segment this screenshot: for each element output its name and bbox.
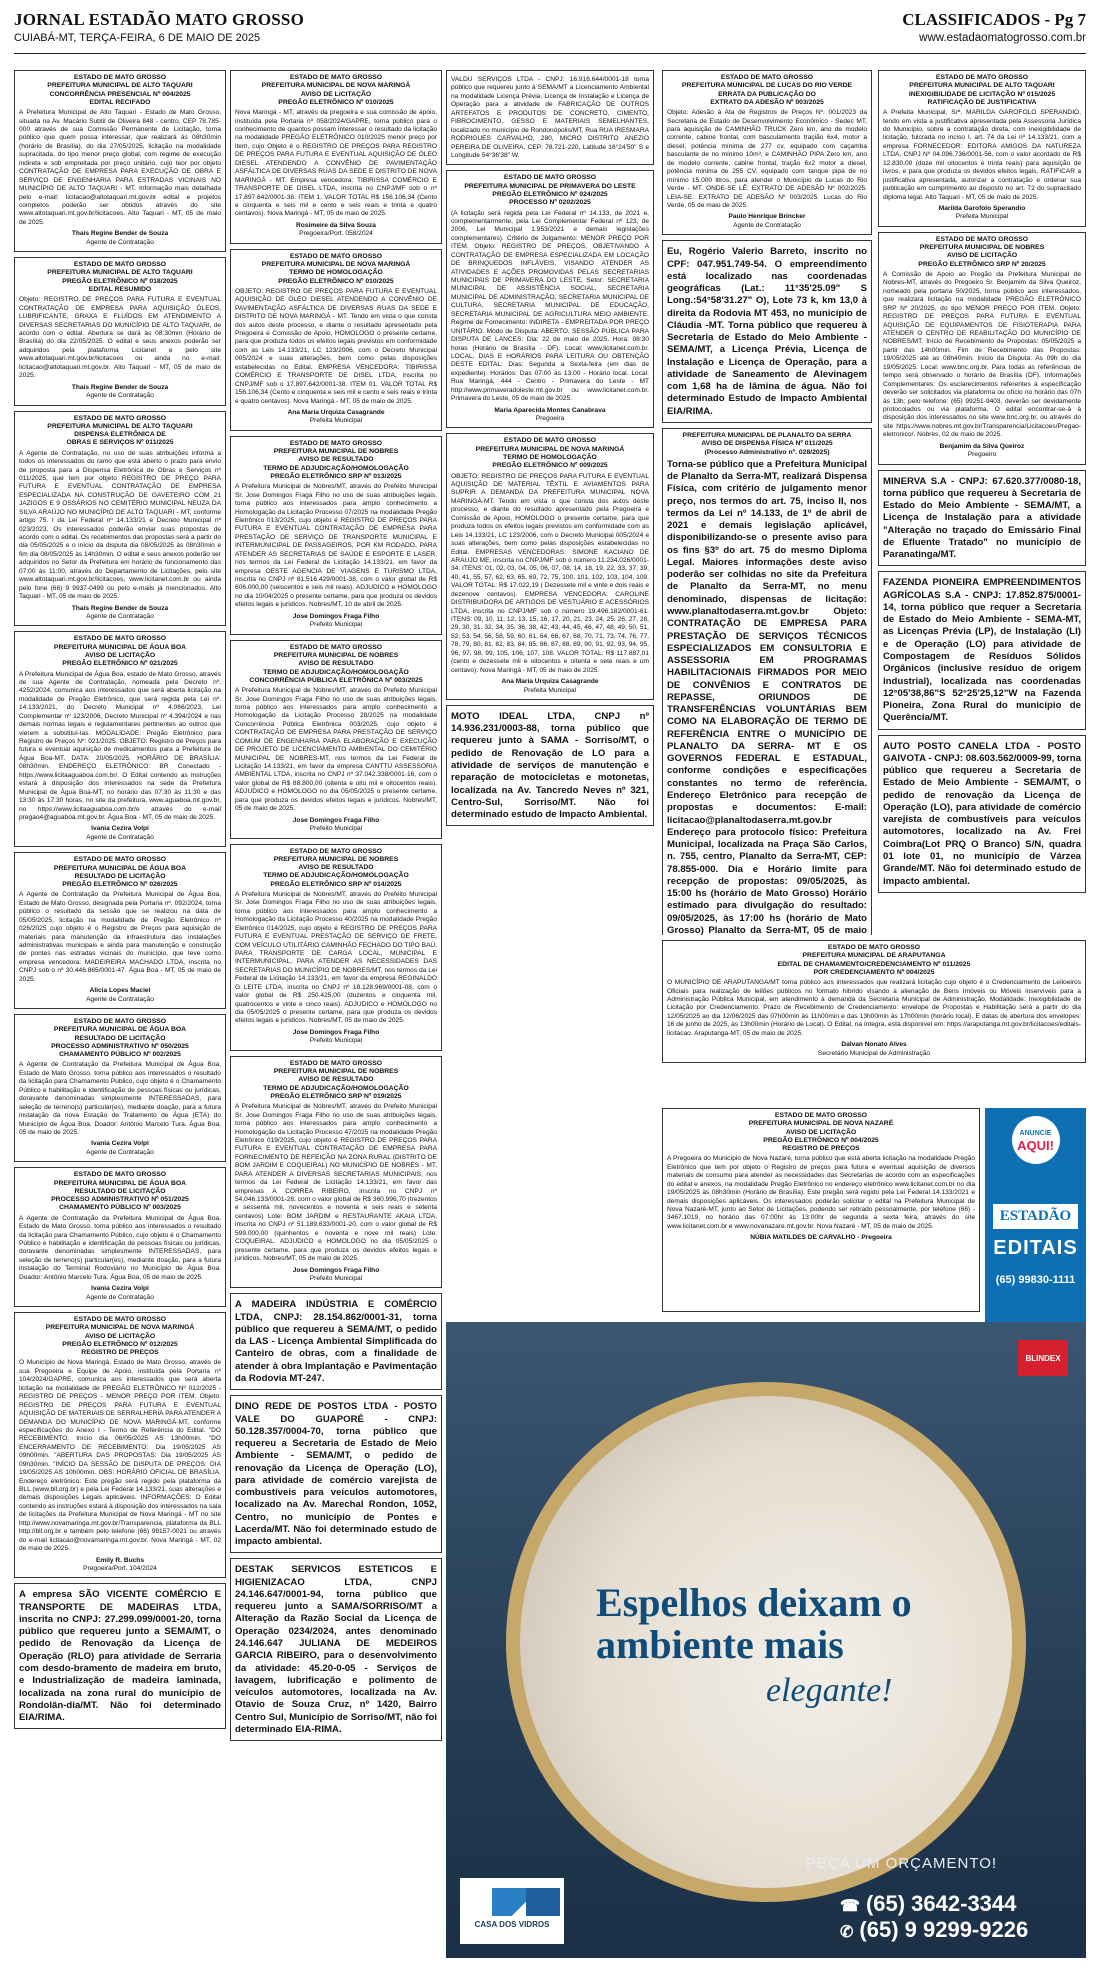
- legal-notice: [14, 1583, 226, 1729]
- whatsapp-icon: ✆: [840, 1923, 854, 1941]
- notice-body: Objeto: REGISTRO DE PREÇOS PARA FUTURA E EVENTUAL CONTRATAÇÃO DE EMPRESA PARA AQUISIÇÃO ÓLEOS, LUBRIFICANTE, GRAXA E FLUÍDOS EM ATENDIMENTO A DIVERSAS SECRETARIAS DO MUNICÍPIO DE ALTO TAQUARI, de acordo com o edital. Abertura se dará às 08:30min (Horário de Brasília) do dia 22/05/2025. O edital e seus anexos poderão ser adquiridos pela plataforma Licitanet e pelo site www.altotaquari.mt.gov.br/licitacoes ou ainda no e-mail: licitacao@altotaquari.mt.gov.br. Alto Taquari - MT, 05 de maio de 2025.: [19, 296, 221, 380]
- notice-body: O Município de Nova Maringá, Estado de Mato Grosso, através de sua Pregoeira e Equipe de Apoio, instituída pela Portaria nº 104/2024/GAPRE, comunica aos interessados que será aberta licitação na modalidade de PREGÃO ELETRÔNICO Nº 012/2025 - REGISTRO DE PREÇOS - MENOR PREÇO POR ITEM. Objeto: REGISTRO DE PREÇOS PARA FUTURA E EVENTUAL AQUISIÇÃO DE MATERIAIS DE SERRALHERIA PARA ATENDER A DEMANDA DO MUNICÍPIO DE NOVA MARINGÁ-MT, conforme especificações do Anexo I - Termo de Referência do Edital. "DO RECEBIMENTO: Início dia 06/05/2025 AS 13h00min. "DO ENCERRAMENTO DE RECEBIMENTO: Dia 19/05/2025 AS 09h00min. "ABERTURA DAS PROPOSTAS: Dia 19/05/2025 AS 09h30min. "INÍCIO DA SESSÃO DE DISPUTA DE PREÇOS: DIA 19/05/2025 AS 10h00min. OBS: HORÁRIO OFICIAL DE BRASÍLIA. Endereço eletrônico: Este pregão será regido pela plataforma da BLL (www.bll.org.br) e pela Lei Federal 14.133/21, suas alterações e demais disposições Legais aplicáveis. INFORMAÇÕES: O Edital contendo as instruções estará à disposição dos interessados na sala de licitações da Prefeitura Municipal de Nova Maringá - MT no site http://www.novamaringa.mt.gov.br/Transparencia, plataforma da BLL http://bll.org.br e também pelo telefone (66) 98157-0021 ou através do e-mail licitacao@novamaringa.mt.gov.br. Nova Maringá - MT, 02 de maio de 2025.: [19, 1359, 221, 1553]
- column-1: [14, 70, 226, 1965]
- mirror-advertisement[interactable]: [446, 1322, 1086, 1958]
- notice-heading: ESTADO DE MATO GROSSO PREFEITURA MUNICIPAL DE NOBRES AVISO DE LICITAÇÃO PREGÃO ELETRÔNICO SRP Nº 20/2025: [918, 235, 1046, 268]
- notice-body: A Prefeita Municipal, Srª. MARILDA GAROFOLO SPERANDIO, tendo em vista a justificativa apresentada pela Assessoria Jurídica do Município, sobre a contratação direta, com inexigibilidade de licitação, fulcrada no inciso I, art. 74 da Lei nº 14.133/21, com a empresa FORNECEDOR: EDITORA AMIGOS DA NATUREZA LTDA, CNPJ Nº 04.096.736/0001-56, com o valor acordado de R$ 12.830,00 (doze mil oitocentos e trinta reais) para aquisição de livros, e para que produza os devidos efeitos legais, RATIFICAR a justificativa apresentada, autorizar a contratação e ordenar sua publicação em cumprimento ao disposto no art. 72 do supracitado diploma legal. Alto Taquari - MT, 05 de maio de 2025.: [883, 109, 1081, 201]
- notice-heading: PREFEITURA MUNICIPAL DE PLANALTO DA SERRA AVISO DE DISPENSA FÍSICA Nº 011/2025 (Processo Administrativo nº. 028/2025): [682, 431, 852, 456]
- legal-notice: [878, 571, 1086, 729]
- signatory-role: Prefeita Municipal: [523, 686, 577, 694]
- notice-body: A Agente de Contratação, no uso de suas atribuições informa a todos os interessados do ramo que está aberto o prazo para envio de proposta para a Dispensa Eletrônica de Obras e Serviços nº 011/2025, que tem por objeto REGISTRO DE PREÇO PARA FUTURA E EVENTUAL CONTRATAÇÃO DE EMPRESA ESPECIALIZADA NA CONSTRUÇÃO DE GAVETEIRO COM 21 JAZIGOS E 9 OSSÁRIOS NO CEMITÉRIO MUNICIPAL NEUZA DA SILVA ARAÚJO NO MUNICÍPIO DE ALTO TAQUARI - MT, conforme artigo 75. I da Lei Federal nº 14.133/21 e Decreto Municipal nº 023/2023. Os interessados poderão enviar suas propostas de acordo com o edital. Os recebimentos das propostas será a partir do dia 05/05/2025 e o início da disputa dia 08/05/2025 às 08h30min e fim dia 08/05/2025 às 14h30min. O edital e seus anexos poderão ser adquiridos no Setor da Prefeitura em horário de funcionamento das 07:00 às 11:00, através do Departamento de Licitações, pelo site www.altotaquari.mt.gov.br/licitacoes, www.licitanet.com.br ou ainda pelo fone (66) 9 9937-0499 ou pelo e-mails já mencionados. Alto Taquari - MT, 05 de maio de 2025.: [19, 449, 221, 601]
- legal-notice: [878, 470, 1086, 567]
- signatory-role: Agente de Contratação: [86, 995, 154, 1003]
- advertise-bubble-main: AQUI!: [1017, 1138, 1054, 1153]
- notice-heading: ESTADO DE MATO GROSSO PREFEITURA MUNICIPAL DE ALTO TAQUARI DISPENSA ELETRÔNICA DE OBRAS E SERVIÇOS Nº 011/2025: [47, 414, 193, 447]
- legal-notice: [230, 70, 442, 244]
- notice-signature: [235, 613, 437, 630]
- advertise-bubble: [1012, 1116, 1060, 1164]
- signatory-role: Agente de Contratação: [86, 392, 154, 400]
- notice-body: (A licitação será regida pela Lei Federal nº 14.133, de 2021 e, complementarmente, pela Lei Complementar Federal nº 123, de 2006, Lei Municipal 1.953/2021 e demais legislações complementares). Critério de Julgamento: MENOR PREÇO POR ITEM. Objeto: REGISTRO DE PREÇOS, OBJETIVANDO A CONTRATAÇÃO DE EMPRESA ESPECIALIZADA EM LOCAÇÃO DE BRINQUEDOS INFLÁVEIS, VISANDO ATENDER AS ATIVIDADES E AÇÕES PROMOVIDAS PELAS SECRETARIAS MUNICIPAIS DE PRIMAVERA DO LESTE, Setor: SECRETARIA MUNICIPAL DE ASSISTÊNCIA SOCIAL, SECRETARIA MUNICIPAL DE ADMINISTRAÇÃO, SECRETARIA MUNICIPAL DE CULTURA, SECRETARIA MUNICIPAL DE EDUCAÇÃO, SECRETARIA MUNICIPAL DE AGRICULTURA MEIO AMBIENTE. Regime de Fornecimento: INDIRETA - EMPREITADA POR PREÇO UNITÁRIO. Modo de Disputa: ABERTO. SESSÃO PÚBLICA PARA DISPUTA DE LANCES: Dia: 22 de maio de 2025. Hora: 08:30 horas (Horário de Brasília - DF). Local: www.licitanet.com.br. LOCAL, DIAS E HORÁRIOS PARA LEITURA OU OBTENÇÃO DESTE EDITAL: Dias: Segunda a Sexta-feira (em dias de expediente). Horários: Das 07:00 às 13:00 - Horário local. Local: Rua Maringá, 444 - Centro - Primavera do Leste - MT http://www.primaveradoleste.mt.gov.br ou www.licitanet.com.br. Primavera do Leste, 05 de maio de 2025.: [451, 209, 649, 403]
- logo-text: CASA DOS VIDROS: [474, 1920, 550, 1929]
- phone-icon: ☎: [840, 1898, 860, 1916]
- legal-notice: [878, 735, 1086, 893]
- wide-legal-notice: [662, 940, 1086, 1063]
- notice-heading: ESTADO DE MATO GROSSO PREFEITURA MUNICIPAL DE NOBRES AVISO DE RESULTADO TERMO DE ADJUDICAÇÃO/HOMOLOGAÇÃO PREGÃO ELETRÔNICO SRP Nº 019/2025: [263, 1059, 409, 1100]
- notice-heading: ESTADO DE MATO GROSSO PREFEITURA MUNICIPAL DE LUCAS DO RIO VERDE ERRATA DA PUBLICAÇÃO DO EXTRATO DA ADESÃO Nº 003/2025: [681, 74, 853, 106]
- legal-notice: [230, 436, 442, 635]
- advertise-here-ad[interactable]: [985, 1108, 1086, 1338]
- notice-signature: [235, 1029, 437, 1046]
- notice-signature: [19, 1285, 221, 1302]
- signatory-role: Prefeito Municipal: [309, 1274, 363, 1282]
- signatory-name: Jose Domingos Fraga Filho: [292, 612, 380, 620]
- signatory-name: Paulo Henrique Brincker: [728, 213, 806, 221]
- signatory-name: Jose Domingos Fraga Filho: [292, 1266, 380, 1274]
- signatory-role: Agente de Contratação: [86, 1148, 154, 1156]
- signatory-role: Agente de Contratação: [86, 833, 154, 841]
- notice-body: OBJETO: REGISTRO DE PREÇOS PARA FUTURA E EVENTUAL AQUISIÇÃO DE MATERIAL TÊXTIL E AVIAMENTOS PARA SUPRIR A DEMANDA DA PREFEITURA MUNICIPAL NOVA MARINGÁ-MT. Tendo em vista o que consta dos autos deste processo, e diante do resultado apresentado pela Pregoeira e Comissão de Apoio, HOMOLOGO o presente certame, para que produza todos os efeitos legais previstos em conformidade com as Leis 14.133/21, LC 123/2006, com o Decreto Municipal 005/2024 e suas alterações, bem como pelas disposições estabelecidas no Edital. EMPRESAS VENCEDORAS: SIMONE KACIANO DE ARAUJO ME, inscrita no CNPJ/MF sob o número 11.234.026/0001-34. ITENS: 01, 02, 03, 04, 05, 06, 07, 08, 14, 18, 19, 22, 33, 37, 39, 40, 41, 55, 57, 62, 63, 65, 69, 72, 75, 100, 101, 102, 103, 104, 109. VALOR TOTAL: R$ 17.022,19 ( Dezessete mil e vinte e dois reais e dezenove centavos). EMPRESA VENCEDORA: CAROLINE DISTRIBUIDORA DE ARTIGOS DE VESTUÁRIO E ACESSÓRIOS LTDA, inscrita no CNPJ/MF sob o número 19.496.182/0001-61. ITENS: 09, 10, 11, 12, 13, 15, 16, 17, 20, 21, 23, 24, 25, 26, 27, 28, 29, 30, 31, 32, 34, 35, 36, 38, 42, 43, 44, 45, 46, 47, 48, 49, 50, 51, 52, 53, 54, 56, 58, 59, 60, 61, 64, 66, 67, 68, 70, 71, 73, 74, 76, 77, 78, 79, 80, 81, 82, 83, 84, 85, 86, 87, 88, 89, 90, 91, 92, 93, 94, 95, 96, 97, 98, 99, 105, 106, 107, 108. VALOR TOTAL: R$ 117.887,01 (cento e dezessete mil e oitocentos e oitenta e sete reais e um centavo). Nova Maringá - MT, 05 de maio de 2025.: [451, 472, 649, 674]
- signatory-role: Secretário Municipal de Administração: [817, 1049, 931, 1057]
- notice-body: O MUNICÍPIO DE ARAPUTANGA/MT torna público aos interessados que realizará licitação cujo objeto é o Credenciamento de Leiloeiros Oficiais para realização de leilões públicos no formato híbrido visando a alienação de Bens Imóveis ou Móveis inservíveis para a Administração Pública Municipal, em atendimento à demanda da Secretaria Municipal de Administração. Modalidade: Inexigibilidade de Licitação por Credenciamento. Prazo de Recebimento de Credenciamento: envelope de Propostas e Habilitação será a partir do dia 12/05/2025 ao dia 12/06/2025 das 07h00min às 11h00min e das 13h00min às 17h00min (horário local). E datas de abertura dos envelopes: 16 de junho de 2025, às 13h00min (Horário de Local). O Edital, na íntegra, está disponível em: https://araputanga.mt.gov.br/licitacoes/editais-licitacao. Araputanga-MT, 05 de maio de 2025.: [667, 979, 1081, 1037]
- notice-body: OBJETO: REGISTRO DE PREÇOS PARA FUTURA E EVENTUAL AQUISIÇÃO DE ÓLEO DIESEL ATENDENDO A CONVÊNIO DE PAVIMENTAÇÃO ASFÁLTICA DE DIVERSAS RUAS DA SEDE E DISTRITO DE NOVA MARINGÁ - MT. Tendo em vista o que consta dos autos deste processo, e diante o resultado apresentado pela Pregoeira e Comissão de Apoio, HOMOLOGO o presente certame, para que produza todos os efeitos legais previstos em conformidade com as Leis 14.133/21, LC 123/2006, com o Decreto Municipal 005/2024 e suas alterações, bem como pelas disposições estabelecidas no Edital. EMPRESA VENCEDORA: TIBIRISSA COMÉRCIO E TRANSPORTE DE DISEL LTDA, inscrita no CNPJ/MF sob o 17.897.642/0001-38. ITEM 01. VALOR TOTAL R$ 156.106,34 (Cento e cinquenta e seis mil e cento e seis reais e trinta e quatro centavos). Nova Maringá - MT, 05 de maio de 2025.: [235, 287, 437, 405]
- notice-signature: [235, 817, 437, 834]
- column-5: [878, 70, 1086, 935]
- newspaper-title: JORNAL ESTADÃO MATO GROSSO: [14, 10, 304, 29]
- ad-script-tagline: elegante!: [766, 1672, 893, 1709]
- signatory-role: Prefeita Municipal: [309, 417, 363, 425]
- column-4: [662, 70, 872, 935]
- signatory-name: Dalvan Nonato Alves: [841, 1041, 907, 1049]
- legal-notice: [14, 631, 226, 847]
- advertise-bubble-top: ANUNCIE: [1019, 1130, 1052, 1137]
- notice-body: A Prefeitura Municipal de Nobres/MT, através do Prefeito Municipal Sr. Jose Domingos Fraga Filho no uso de suas atribuições legais, torna público aos interessados para amplo conhecimento a Homologação da Licitação Processo 28/2025 na modalidade Concorrência Pública Eletrônica 003/2025, cujo objeto é CONTRATAÇÃO DE EMPRESA PARA PRESTAÇÃO DE SERVIÇO COMUM DE ENGENHARIA PARA ELABORAÇÃO E EXECUÇÃO DE PROJETO DE LICENCIAMENTO AMBIENTAL DO CEMITÉRIO MUNICIPAL DE NOBRES-MT, nos termos da Lei Federal de Licitação 14.133/21, em favor da empresa CANTTU ASSESSORIA AMBIENTAL LTDA, inscrita no CNPJ nº 37.042.338/0001-16, com o valor global de R$ 88.800,00 (oitenta e oito mil e oitocentos reais). ADJUDICO e HOMOLOGO no dia 05/05/2025 o presente certame, para que produza os devidos efeitos legais e jurídicos. Nobres/MT, 05 de maio de 2025.: [235, 687, 437, 813]
- notice-signature: [235, 409, 437, 426]
- notice-heading: ESTADO DE MATO GROSSO PREFEITURA MUNICIPAL DE ALTO TAQUARI CONCORRÊNCIA PRESENCIAL Nº 004/2025 EDITAL RECIFADO: [47, 74, 193, 106]
- legal-notice: [14, 1312, 226, 1578]
- signatory-name: Ivania Cezira Volpi: [91, 825, 149, 833]
- legal-notice: [14, 411, 226, 627]
- notice-heading: ESTADO DE MATO GROSSO PREFEITURA MUNICIPAL DE NOVA MARINGÁ TERMO DE HOMOLOGAÇÃO PREGÃO ELETRÔNICO Nº 010/2025: [261, 252, 411, 285]
- signatory-name: Rosimeire da Silva Souza: [296, 221, 376, 229]
- notice-signature: [19, 987, 221, 1004]
- signatory-name: Thaís Regine Bender de Souza: [71, 604, 169, 612]
- notice-body: DINO REDE DE POSTOS LTDA - POSTO VALE DO GUAPORÉ - CNPJ: 50.128.357/0004-70, torna público que requereu a Secretaria de Estado de Meio Ambiente - SEMA/MT, o pedido de renovação da Licença de Operação (LO), para atividade de comércio varejista de combustíveis para veículos automotores, localizado na Av. Marechal Rondon, 1052, Centro, no município de Pontes e Lacerda/MT. Não foi determinado estudo de impacto ambiental.: [235, 1401, 437, 1548]
- notice-heading: ESTADO DE MATO GROSSO PREFEITURA MUNICIPAL DE ÁGUA BOA AVISO DE LICITAÇÃO PREGÃO ELETRÔNICO Nº 021/2025: [53, 635, 187, 668]
- legal-notice: [446, 70, 654, 165]
- notice-heading: ESTADO DE MATO GROSSO PREFEITURA MUNICIPAL DE ARAPUTANGA EDITAL DE CHAMAMENTO/CREDENCIAMENTO Nº 011/2025 POR CREDENCIAMENTO Nº 004/2025: [777, 944, 971, 976]
- brand-logo: ESTADÃO: [993, 1204, 1078, 1229]
- editais-label: EDITAIS: [993, 1237, 1078, 1259]
- edition-date: CUIABÁ-MT, TERÇA-FEIRA, 6 DE MAIO DE 2025: [14, 32, 261, 44]
- signatory-name: Ana Maria Urquiza Casagrande: [287, 408, 385, 416]
- notice-body: Torna-se público que a Prefeitura Municipal de Planalto da Serra-MT, realizará Dispensa Física, com critério de julgamento menor preço, nos termos do art. 75, inciso II, nos termos da Lei nº 14.133, de 1º de abril de 2021 e demais legislação aplicável, disponibilizando-se o presente aviso para os fins §3º do art. 75 do mesmo Diploma Legal. Maiores informações deste aviso poderão ser colhidas no site da Prefeitura de Planalto da Serra-MT, no menu denominado, dispensas de licitação: www.planaltodaserra.mt.gov.br Objeto: CONTRATAÇÃO DE EMPRESA PARA PRESTAÇÃO DE SERVIÇOS TÉCNICOS ESPECIALIZADOS EM CONSULTORIA E ASSESSORIA EM PROGRAMAS HABILITACIONAIS FIRMADOS POR MEIO DE CONVÊNIOS E CONTRATOS DE REPASSE, ORIUNDOS DE TRANSFERÊNCIAS VOLUNTÁRIAS BEM COMO NA ELABORAÇÃO DE TERMO DE REFERÊNCIA ENTRE O MUNICÍPIO DE PLANALTO DA SERRA- MT E OS GOVERNOS FEDERAL E ESTADUAL, conforme condições e especificações constantes no termo de referência. Endereço Eletrônico para recepção de propostas e documentos: E-mail: licitacao@planaltodaserra.mt.gov.br Endereço para protocolo físico: Prefeitura Municipal, localizada na Praça São Carlos, n. 755, centro, Planalto da Serra-MT, CEP: 78.855-000. Dia e Horário limite para recepção de propostas: 09/05/2025, às 15:00 hs (horário de Mato Grosso) Horário estimado para divulgação do resultado: 09/05/2025, às 17:00 hs (horário de Mato Grosso) Planalto da Serra-MT, 05 de maio: [667, 458, 867, 935]
- notice-signature: [19, 1557, 221, 1574]
- notice-body: A Prefeitura Municipal de Nobres/MT, através do Prefeito Municipal Sr. Jose Domingos Fraga Filho no uso de suas atribuições legais, torna público aos interessados para amplo conhecimento a Homologação da Licitação Processo 07/2025 na modalidade Pregão Eletrônico 013/2025, cujo objeto é REGISTRO DE PREÇOS PARA FUTURA E EVENTUAL CONTRATAÇÃO DE EMPRESA PARA PRESTAÇÃO DE SERVIÇO DE TRANSPORTE MUNICIPAL E INTERMUNICIPAL DE PASSAGEIROS, POR KM RODADO, PARA ATENDER AS SECRETARIAS DE SAÚDE E ESPORTE E LASER, nos termos da Lei Federal de Licitação 14.133/21, em favor da empresa OESTE AGENCIA DE VIAGENS E TURISMO LTDA, inscrita no CNPJ nº 81.516.429/0001-38, com o valor global de R$ 606.000,00 (seiscentos e seis mil reais). ADJUDICO e HOMOLOGO no dia 10/04/2025 o presente certame, para que produza os devidos efeitos legais e jurídicos. Nobres/MT, 10 de abril de 2025.: [235, 483, 437, 609]
- notice-heading: ESTADO DE MATO GROSSO PREFEITURA MUNICIPAL DE ÁGUA BOA RESULTADO DE LICITAÇÃO PREGÃO ELETRÔNICO Nº 026/2025: [53, 856, 187, 889]
- notice-heading: ESTADO DE MATO GROSSO PREFEITURA MUNICIPAL DE PRIMAVERA DO LESTE PREGÃO ELETRÔNICO Nº 024/2025 PROCESSO Nº 0202/2025: [464, 174, 636, 207]
- notice-body: A Pregoeira do Município de Nova Nazaré, torna público que está aberta licitação na modalidade Pregão Eletrônico que tem por objeto o Registro de preços para futura e eventual aquisição de diversos materiais de consumo para atender as necessidades das Secretarias de acordo com as especificações do edital e anexos, na modalidade Pregão Eletrônico no endereço eletrônico www.licitanet.com.br no dia 19/05/2025 às 08h30min (Horário de Brasília). Este pregão será regido pela Lei Federal 14.133/2021 e demais disposições aplicáveis. Os interessados poderão solicitar o edital na Prefeitura Municipal de Nova Nazaré-MT, junto ao Setor de Licitações, podendo ser retirado pessoalmente, por telefone (66) - 3467.1019, no horário das 07:00hr às 13:00hr de segunda a sexta feira, através do site www.licitanet.com.br e www.novanazare.mt.gov.br. Nova Nazaré - MT, 05 de maio de 2025.: [667, 1155, 975, 1230]
- signatory-role: Agente de Contratação: [86, 612, 154, 620]
- notice-signature: [19, 605, 221, 622]
- legal-notice: [230, 844, 442, 1051]
- column-2: [230, 70, 442, 1965]
- signatory-role: Pregoeira/Port. 058/2024: [299, 230, 373, 238]
- ad-phone-1: ☎ (65) 3642-3344: [840, 1891, 1017, 1917]
- signatory-role: Prefeito Municipal: [309, 825, 363, 833]
- signatory-name: Ana Maria Urquiza Casagrande: [501, 678, 599, 686]
- ad-cta: PEÇA UM ORÇAMENTO!: [806, 1855, 998, 1872]
- notice-body: A MADEIRA INDÚSTRIA E COMÉRCIO LTDA, CNPJ: 28.154.862/0001-31, torna público que requereu à SEMA/MT, o pedido da LAS - Licença Ambiental Simplificada do Canteiro de obras, com a finalidade de atender à obra Implantação e Pavimentação da Rodovia MT-247.: [235, 1299, 437, 1384]
- legal-notice: [878, 232, 1086, 465]
- notice-heading: ESTADO DE MATO GROSSO PREFEITURA MUNICIPAL DE ALTO TAQUARI PREGÃO ELETRÔNICO Nº 018/2025 EDITAL RESUMIDO: [47, 261, 193, 293]
- blindex-badge: BLINDEX: [1018, 1340, 1068, 1376]
- signatory-name: Ivania Cezira Volpi: [91, 1140, 149, 1148]
- notice-signature: [883, 205, 1081, 222]
- signatory-name: Jose Domingos Fraga Filho: [292, 816, 380, 824]
- notice-body: VALDU SERVIÇOS LTDA - CNPJ: 16.916.644/0001-18 torna público que requereu junto à SEMA/MT a Licenciamento Ambiental na modalidade Licença Prévia, Licença de Instalação e Licença de Operação para a atividade de FABRICAÇÃO DE OUTROS ARTEFATOS E PRODUTOS DE CONCRETO, CIMENTO, FIBROCIMENTO, GESSO E MATERIAIS SEMELHANTES, localizado no município de Rondonópolis/MT, Rua RUA IRESMARA RODRIGUES CARVALHO, 280, MICRO DISTRITO ANEZIO PEREIRA DE OLIVEIRA, CEP: 78.721-220, Latitude 16°24'50" S e Longitude 54°36'38" W.: [451, 76, 649, 159]
- notice-body: A Agente de Contratação da Prefeitura Municipal de Água Boa, Estado de Mato Grosso, torna público aos interessados o resultado da licitação para Chamamento Público, cujo objeto é o Chamamento Público e habilitação e identificação de pessoas físicas ou jurídicas, doravante denominadas simplesmente INTERESSADAS, para seleção de terreno(s) particular(es), mediante doação, para a futura instalação da nova Estação de Tratamento de Água (ETA) do Município de Água Boa. Doador: Antônio Marcelo Tura. Água Boa, 05 de maio de 2025.: [19, 1061, 221, 1136]
- notice-signature: [235, 222, 437, 239]
- notice-heading: ESTADO DE MATO GROSSO PREFEITURA MUNICIPAL DE NOBRES AVISO DE RESULTADO TERMO DE ADJUDICAÇÃO/HOMOLOGAÇÃO CONCORRÊNCIA PÚBLICA ELETRÔNICA Nº 003/2025: [249, 643, 423, 684]
- legal-notice: [230, 1293, 442, 1390]
- ad-headline: Espelhos deixam o ambiente mais: [596, 1580, 912, 1667]
- signatory-role: Agente de Contratação: [733, 221, 801, 229]
- column-3: [446, 70, 654, 1315]
- casa-dos-vidros-logo: [460, 1878, 564, 1944]
- signatory-role: Prefeito Municipal: [309, 621, 363, 629]
- legal-notice: [230, 249, 442, 431]
- notice-body: DESTAK SERVICOS ESTETICOS E HIGIENIZACAO LTDA, CNPJ 24.146.647/0001-94, torna público que requereu junto a SAMA/SORRISO/MT a Alteração da Razão Social da Licença de Operação 0234/2024, antes denominado 24.146.647 JULIANA DE MEDEIROS GARCIA RIBEIRO, para o desenvolvimento da atividade: 45.20-0-05 - Serviços de lavagem, lubrificação e polimento de veículos automotores, localizada na Av. Otavio de Souza Cruz, nº 1420, Bairro Centro Sul, Município de Sorriso/MT, não foi determinado EIA-RIMA.: [235, 1564, 437, 1735]
- house-icon-part: [526, 1888, 560, 1916]
- legal-notice: [446, 170, 654, 428]
- notice-signature: [451, 678, 649, 695]
- nova-nazare-notice: [662, 1108, 980, 1312]
- notice-signature: [451, 407, 649, 424]
- notice-heading: ESTADO DE MATO GROSSO PREFEITURA MUNICIPAL DE NOBRES AVISO DE RESULTADO TERMO DE ADJUDICAÇÃO/HOMOLOGAÇÃO PREGÃO ELETRÔNICO SRP Nº 013/2025: [263, 439, 409, 480]
- signatory-role: Pregoeira: [535, 415, 565, 422]
- notice-signature: [235, 1267, 437, 1284]
- notice-body: A Prefeitura Municipal de Nobres/MT, através do Prefeito Municipal Sr. Jose Domingos Fraga Filho no uso de suas atribuições legais, torna público aos interessados para amplo conhecimento a Homologação da Licitação Processo 47/2025 na modalidade Pregão Eletrônico 019/2025, cujo objeto é REGISTRO DE PREÇOS PARA FUTURA E EVENTUAL CONTRATAÇÃO DE EMPRESA PARA FORNECIMENTO DE REFEIÇÃO NA ZONA RURAL (DISTRITO DE BOM JARDIM E COQUEIRAL) NO MUNICÍPIO DE NOBRES - MT, PARA ATENDER A DIVERSAS SECRETARIAS MUNICIPAIS, nos termos da Lei Federal de Licitação 14.133/21, em favor das empresas A CORREA RIBEIRO, inscrita no CNPJ nº 54.046.133/0001-28, com o valor global de R$ 360.996,70 (trezentos e sessenta mil, novecentos e noventa e seis reais e setenta centavos) Lote: BOM JARDIM e RESTAURANTE AKAIA LTDA, inscrita no CNPJ nº 51.189.633/0001-20, com o valor global de R$ 599.000,00 (quinhentos e noventa e nove mil reais) Lote: COQUEIRAL. ADJUDICO e HOMOLOGO no dia 05/05/2025 o presente certame, para que produza os devidos efeitos legais e jurídicos. Nobres/MT, 05 de maio de 2025.: [235, 1103, 437, 1263]
- website-link[interactable]: www.estadaomatogrosso.com.br: [919, 32, 1086, 44]
- legal-notice: [878, 70, 1086, 227]
- notice-heading: ESTADO DE MATO GROSSO PREFEITURA MUNICIPAL DE NOBRES AVISO DE RESULTADO TERMO DE ADJUDICAÇÃO/HOMOLOGAÇÃO PREGÃO ELETRÔNICO SRP Nº 014/2025: [263, 847, 409, 888]
- section-title: CLASSIFICADOS - Pg 7: [902, 10, 1086, 29]
- legal-notice: [14, 1014, 226, 1162]
- ad-phones: [840, 1891, 1028, 1942]
- notice-body: Nova Maringá - MT, através da pregoeira e sua comissão de apoio, instituída pela Portaria nº 058/2024/GAPRE, torna público para o conhecimento de quantos possam interessar o resultado da licitação na modalidade PREGÃO ELETRÔNICO 010/2025 menor preço por item, cujo Objeto é o REGISTRO DE PREÇOS PARA REGISTRO DE PREÇOS PARA FUTURA E EVENTUAL AQUISIÇÃO DE ÓLEO DIESEL ATENDENDO A CONVÊNIO DE PAVIMENTAÇÃO ASFÁLTICA DE DIVERSAS RUAS DA SEDE E DISTRITO DE NOVA MARINGÁ - MT. Empresa vencedora: TIBIRISSA COMÉRCIO E TRANSPORTE DE DISEL LTDA, inscrita no CNPJ/MF sob o nº 17.897.642/0001-38. ITEM 1. VALOR TOTAL R$ 156.106,34 (Cento e cinquenta e seis mil e cento e seis reais e trinta e quatro centavos). Nova Maringá - MT, 05 de maio de 2025.: [235, 109, 437, 218]
- notice-signature: [667, 213, 867, 230]
- signatory-role: Prefeita Municipal: [955, 213, 1009, 221]
- notice-body: A Prefeitura Municipal de Água Boa, estado de Mato Grosso, através de sua Agente de Contratação, nomeada pela Decreto nº. 4252/2024, comunica aos interessados que será aberta licitação na modalidade de Pregão Eletrônico, que será regida pela Lei nº. 14.133/2021, do Decreto Municipal nº 4.066/2023, Lei Complementar nº 123/2006, Decreto Municipal nº 4.394/2024 e nas demais normas legais e regulamentares pertinentes ao outros que vierem a substituí-las. MODALIDADE: Pregão Eletrônico para Registro de Preços Nº: 021/2025. OBJETO: Registro de Preços para futura e eventual aquisição de medicamentos para a Prefeitura de Água Boa-MT. DATA: 20/05/2025. HORÁRIO DE BRASÍLIA: 08h30min. ENDEREÇO ELETRÔNICO: BR Conectado - https://www.licitaaguaboa.com.br/. O Edital contendo as instruções estará à disposição dos interessados na sede da Prefeitura Municipal de Água Boa-MT, no horário das 07:30 às 11:30 e das 13:30 às 17:30 horas, no site da prefeitura, www.aguaboa.mt.gov.br, no https://www.licitaaguaboa.com.br/e através do e-mail pregao4@aguaboa.mt.gov.br. Água Boa - MT, 05 de maio de 2025.: [19, 670, 221, 821]
- legal-notice: [662, 240, 872, 423]
- signatory-name: Marilda Garofolo Sperandio: [938, 204, 1026, 212]
- notice-body: FAZENDA PIONEIRA EMPREENDIMENTOS AGRÍCOLAS S.A - CNPJ: 17.852.875/0001-14, torna público que requer a Secretaria de Estado do Meio Ambiente - SEMA-MT, as Licenças Prévia (LP), de Instalação (LI) e de Operação (LO) para atividade de Compostagem de Resíduos Sólidos Orgânicos (inclusive resíduo de origem industrial), localizada nas coordenadas 12°05'38,86"S 52°25'25,12"W na Fazenda Pioneira, Zona Rural do município de Querência/MT.: [883, 577, 1081, 724]
- legal-notice: [14, 257, 226, 405]
- legal-notice: [230, 1056, 442, 1289]
- legal-notice: [230, 1395, 442, 1553]
- signatory-name: Benjamim da Silva Queiroz: [939, 442, 1025, 450]
- notice-signature: [883, 443, 1081, 460]
- notice-signature: [667, 1234, 975, 1242]
- notice-body: MINERVA S.A - CNPJ: 67.620.377/0080-18, torna público que requereu à Secretaria de Estado do Meio Ambiente - SEMA/MT, a Licença de Instalação para a atividade "Alteração no traçado do Emissário Final de Efluente Tratado" no município de Paranatinga/MT.: [883, 475, 1081, 561]
- legal-notice: [446, 433, 654, 700]
- legal-notice: [662, 428, 872, 935]
- signatory-name: Ivania Cezira Volpi: [91, 1285, 149, 1293]
- legal-notice: [14, 70, 226, 252]
- notice-body: A Comissão de Apoio ao Pregão da Prefeitura Municipal de Nobres-MT, através do Pregoeiro Sr. Benjamim da Silva Queiroz, nomeado pela portaria 50/2025, torna público aos interessados, que realizará licitação na modalidade PREGÃO ELETRÔNICO SRP Nº 20/2025, do tipo MENOR PREÇO POR ITEM. Objeto: REGISTRO DE PREÇOS PARA FUTURA E EVENTUAL AQUISIÇÃO DE EQUIPAMENTOS DE FISIOTERAPIA PARA ATENDER O CENTRO DE REABILITAÇÃO DO MUNICÍPIO DE NOBRES/MT. Início de Recebimento de Propostas: 05/05/2025 a partir das 14h00min. Fim de Recebimento das Propostas: 19/05/2025 até as 08h40min. Início da Disputa: As 09h do dia 19/05/2025. Local: www.bnc.org.br. Para todas as referências de tempo será observado o horário de Brasília (DF). Informações Complementares: Os esclarecimentos referentes à especificação deverão ser solicitados via plataforma ou ofício no horário das 07h às 13h; pelo telefone: (65) 99251-9403, deverão ser devidamente protocolados ou via plataforma. O edital encontrar-se-á à disposição dos interessados no site www.bnc.org.br, ou através do site https://www.nobres.mt.gov.br/Transparencia/Licitacoes/Pregao-eletronico/. Nobres, 02 de maio de 2025.: [883, 270, 1081, 439]
- notice-body: A Prefeitura Municipal de Nobres/MT, através do Prefeito Municipal Sr. Jose Domingos Fraga Filho no uso de suas atribuições legais, torna público aos interessados para amplo conhecimento a Homologação da Licitação Processo 40/2025 na modalidade Pregão Eletrônico 014/2025, cujo objeto é REGISTRO DE PREÇOS PARA FUTURA E EVENTUAL PRESTAÇÃO DE SERVIÇO DE FRETE, COM VEÍCULO UTILITÁRIO CAMINHÃO FECHADO DO TIPO BAÚ, PARA TRANSPORTE DE CARGA LOCAL, MUNICIPAL E INTERMUNICIPAL, PARA ATENDER AS NECESSIDADES DAS SECRETARIAS DO MUNICÍPIO DE NOBRES/MT, nos termos da Lei Federal de Licitação 14.133/21, em favor da empresa REGINALDO G LEITE LTDA, inscrita no CNPJ nº 18.128.969/0001-08, com o valor global de R$ 250.425,00 (duzentos e cinquenta mil, quatrocentos e vinte e cinco reais). ADJUDICO e HOMOLOGO no dia 05/05/2025 o presente certame, para que produza os devidos efeitos legais e jurídicos. Nobres/MT, 05 de maio de 2025.: [235, 890, 437, 1025]
- notice-heading: ESTADO DE MATO GROSSO PREFEITURA MUNICIPAL DE ALTO TAQUARI INEXIGIBILIDADE DE LICITAÇÃO Nº 015/2025 RATIFICAÇÃO DE JUSTIFICATIVA: [908, 74, 1056, 106]
- signatory-name: NÚBIA MATILDES DE CARVALHO - Pregoeira: [750, 1234, 892, 1242]
- signatory-role: Prefeito Municipal: [309, 1037, 363, 1045]
- legal-notice: [14, 1167, 226, 1307]
- legal-notice: [14, 852, 226, 1009]
- notice-body: Eu, Rogério Valerio Barreto, inscrito no CPF: 047.951.749-54. O empreendimento está localizado nas coordenadas geográficas (Lat.: 11°35'25.09" S Long.:54°58'31.27" O), Lote 73 k, km 13,0 à direita da Rodovia MT 453, no município de Cláudia -MT. Torna público que requereu à Secretaria de Estado do Meio Ambiente - SEMA/MT, a Licença Prévia, Licença de Instalação e Licença de Operação, para a atividade de Saneamento de Alevinagem com 1,68 ha de lâmina de água. Não foi determinado Estudo de Impacto Ambiental EIA/RIMA.: [667, 246, 867, 417]
- notice-heading: ESTADO DE MATO GROSSO PREFEITURA MUNICIPAL DE ÁGUA BOA RESULTADO DE LICITAÇÃO PROCESSO ADMINISTRATIVO Nº 050/2025 CHAMAMENTO PÚBLICO Nº 002/2025: [51, 1018, 189, 1059]
- legal-notice: [230, 1558, 442, 1741]
- ad-phone-2: ✆ (65) 9 9299-9226: [840, 1916, 1029, 1942]
- signatory-role: Agente de Contratação: [86, 238, 154, 246]
- notice-heading: ESTADO DE MATO GROSSO PREFEITURA MUNICIPAL DE NOVA MARINGÁ AVISO DE LICITAÇÃO PREGÃO ELETRÔNICO Nº 010/2025: [261, 74, 411, 106]
- notice-signature: [19, 825, 221, 842]
- notice-signature: [19, 230, 221, 247]
- signatory-role: Agente de Contratação: [86, 1293, 154, 1301]
- signatory-role: Pregoeira/Port. 104/2024: [83, 1564, 157, 1572]
- signatory-name: Thaís Regine Bender de Souza: [71, 230, 169, 238]
- signatory-name: Thaís Regine Bender de Souza: [71, 383, 169, 391]
- notice-heading: ESTADO DE MATO GROSSO PREFEITURA MUNICIPAL DE NOVA MARINGÁ TERMO DE HOMOLOGAÇÃO PREGÃO ELETRÔNICO Nº 009/2025: [475, 437, 625, 470]
- notice-signature: [19, 384, 221, 401]
- notice-heading: ESTADO DE MATO GROSSO PREFEITURA MUNICIPAL DE NOVA MARINGÁ AVISO DE LICITAÇÃO PREGÃO ELETRÔNICO Nº 012/2025 REGISTRO DE PREÇOS: [45, 1316, 195, 1357]
- masthead: [14, 10, 1086, 54]
- notice-body: A Agente de Contratação da Prefeitura Municipal de Água Boa, Estado de Mato Grosso, torna público aos interessados o resultado da licitação para Chamamento Público, cujo objeto é o Chamamento Público e habilitação e identificação de pessoas físicas ou jurídicas, doravante denominadas simplesmente INTERESSADAS, para seleção de terreno(s) particular(es), mediante doação, para a futura instalação do Terminal Rodoviário no Município de Água Boa. Doador: Antônio Marcelo Tura. Água Boa, 05 de maio de 2025.: [19, 1214, 221, 1281]
- notice-body: Objeto: Adesão à Ata de Registros de Preços Nº. 001/2023 da Secretaria de Estado de Desenvolvimento Econômico - Sedec MT, para aquisição de CAMINHÃO TRUCK Zero km, ano de modelo corrente, cabine frontal, com basculamento traçião 6x4, motor a diesel, potência mínima de 277 cv, equipado com caçamba basculante de no mínimo 10m³, e CAMINHÃO PIPA Zero km, ano de modelo corrente, cabine frontal, tração 6x2 motor a diesel, potência mínima de 255 CV, equipado com tanque pipa de no mínimo 15.000 litros, para atender o Município de Lucas do Rio Verde - MT. ONDE-SE LÊ: EXTRATO DE ADESÃO Nº 002/2025. LEIA-SE: EXTRATO DE ADESÃO Nº 003/2025. Lucas do Rio Verde, 05 de maio de 2025.: [667, 109, 867, 209]
- signatory-name: Maria Aparecida Montes Canabrava: [494, 406, 606, 414]
- notice-signature: [667, 1041, 1081, 1058]
- notice-heading: ESTADO DE MATO GROSSO PREFEITURA MUNICIPAL DE NOVA NAZARÉ AVISO DE LICITAÇÃO PREGÃO ELETRÔNICO Nº 004/2025 REGISTRO DE PREÇOS: [748, 1112, 894, 1153]
- signatory-role: Pregoeiro: [967, 451, 997, 459]
- signatory-name: Emily R. Buchs: [95, 1556, 144, 1564]
- notice-body: A empresa SÃO VICENTE COMÉRCIO E TRANSPORTE DE MADEIRAS LTDA, inscrita no CNPJ: 27.299.099/0001-20, torna público que requereu junto a SEMA/MT, o pedido de Renovação da Licença de Operação (RLO) para atividade de Serraria com desdo-bramento de madeira em bruto, e Industrialização de madeira laminada, localizada na zona rural do município de Rondolân-dia/MT. Não foi determinado EIA/RIMA.: [19, 1589, 221, 1724]
- notice-body: AUTO POSTO CANELA LTDA - POSTO GAIVOTA - CNPJ: 08.603.562/0009-99, torna público que requereu a Secretaria de Estado de Meio Ambiente - SEMA/MT, o pedido de renovação da Licença de Operação (LO), para atividade de comércio varejista de combustíveis para veículos automotores, localizado na Av. Frei Coimbra(Lot PRQ O Branco) S/N, quadra 01 lote 01, no município de Várzea Grande/MT. Não foi determinado estudo de impacto ambiental.: [883, 740, 1081, 887]
- notice-heading: ESTADO DE MATO GROSSO PREFEITURA MUNICIPAL DE ÁGUA BOA RESULTADO DE LICITAÇÃO PROCESSO ADMINISTRATIVO Nº 051/2025 CHAMAMENTO PÚBLICO Nº 003/2025: [51, 1171, 189, 1212]
- notice-body: MOTO IDEAL LTDA, CNPJ nº 14.936.231/0003-88, torna público que requereu junto à SAMA - Sorriso/MT, o pedido de Renovação de LO para a atividade de serviços de manutenção e reparação de motocicletas e motonetas, localizada na Av. Tancredo Neves nº 321, Centro-Sul, Sorriso/MT. Não foi determinado estudo de Impacto Ambiental.: [451, 710, 649, 821]
- legal-notice: [446, 705, 654, 826]
- notice-signature: [19, 1140, 221, 1157]
- notice-body: A Prefeitura Municipal de Alto Taquari - Estado de Mato Grosso, situada na Av. Macário Subtil de Oliveira 848 - centro, CEP 78.785-000 através de sua Comissão Permanente de Licitação, torna público que quem possa interessar, que realizará às 08h30min (horário de Brasília), do dia 27/05/2025, licitação na modalidade supracitada, do tipo menor preço global, com regime de execução indireta e sob empreitada por preço unitário, cujo teor por objeto CONTRATAÇÃO DE EMPRESA PARA EXECUÇÃO DE OBRA E SERVIÇO DE ENGENHARIA PARA ESTRADAS VICINAIS NO MUNICÍPIO DE ALTO TAQUARI - MT. Informação mais detalhada pelo e-mail: licitacao@altotaquari.mt.gov.br edital e projetos completos poderão ser obtidos através do site www.altotaquari.mt.gov.br/licitacoes. Alto Taquari - MT, 05 de maio de 2025.: [19, 109, 221, 226]
- signatory-name: Jose Domingos Fraga Filho: [292, 1028, 380, 1036]
- signatory-name: Alicia Lopes Maciel: [89, 987, 151, 995]
- notice-body: A Agente de Contratação da Prefeitura Municipal de Água Boa, Estado de Mato Grosso, designada pela Portaria nº. 092/2024, torna público o resultado da sessão que se realizou na data de 05/05/2025, licitação na modalidade de Pregão Eletrônico nº 026/2025 cujo objeto é o Registro de Preços para aquisição de materiais para manutenção da infraestrutura das instalações administrativas municipais e ainda para manutenção e construção de pontes nas estradas vicinais do município, que teve como empresa vencedora: MADEIREIRA MACHADO LTDA, inscrita no CNPJ sob o nº 30.446.865/0001-47. Água Boa - MT, 05 de maio de 2025.: [19, 891, 221, 983]
- contact-phone: (65) 99830-1111: [995, 1274, 1076, 1286]
- legal-notice: [662, 70, 872, 235]
- legal-notice: [230, 640, 442, 839]
